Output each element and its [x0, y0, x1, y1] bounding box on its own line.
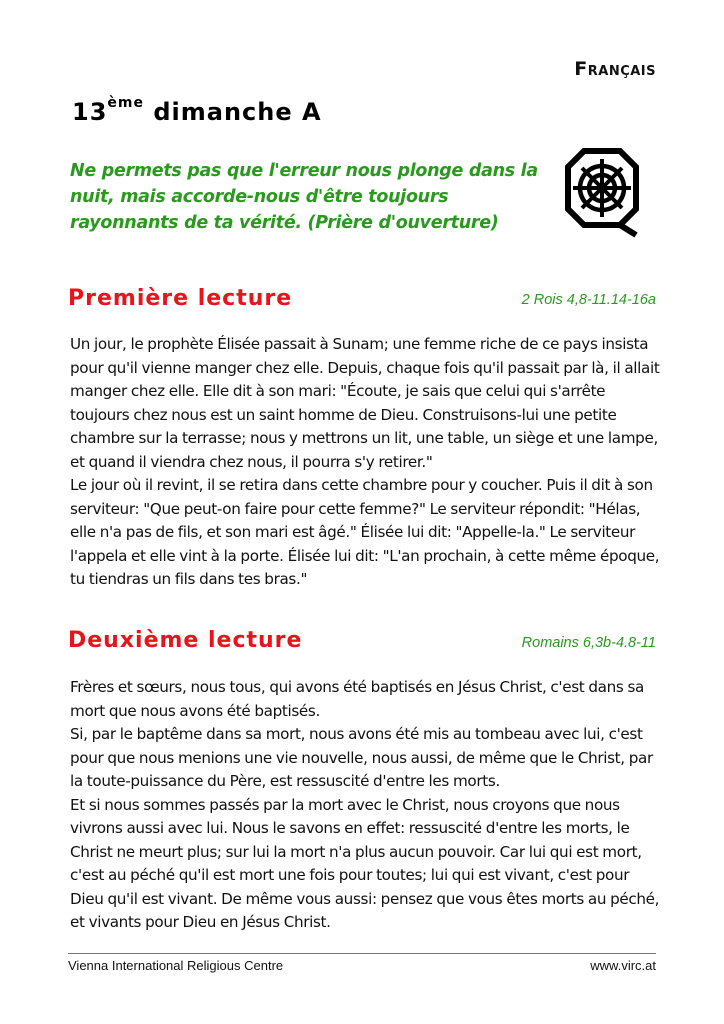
reading1-body	[70, 333, 660, 592]
reading2-paragraph: Et si nous sommes passés par la mort avec le Christ, nous croyons que nous vivrons aussi avec lui. Nous le savons en effet: ressuscité d'entre les morts, le Christ ne meurt plus; sur lui la mort n'a plus aucun pouvoir. Car lui qui est mort, c'est au péché qu'il est mort une fois pour toutes; lui qui est vivant, c'est pour Dieu qu'il est vivant. De même vous aussi: pensez que vous êtes morts au péché, et vivants pour Dieu en Jésus Christ.	[70, 795, 660, 931]
footer-divider	[68, 953, 656, 954]
title-number: 13	[72, 98, 108, 126]
reading1-paragraph: Le jour où il revint, il se retira dans cette chambre pour y coucher. Puis il dit à son serviteur: "Que peut-on faire pour cette femme?" Le serviteur répondit: "Hélas, elle n'a pas de fils, et son mari est âgé." Élisée lui dit: "Appelle-la." Le serviteur l'appela et elle vint à la porte. Élisée lui dit: "L'an prochain, à cette même époque, tu tiendras un fils dans tes bras."	[70, 476, 660, 588]
reading2-body	[70, 676, 660, 935]
title-rest: dimanche A	[143, 98, 322, 126]
title-suffix: ème	[107, 95, 144, 111]
language-label: Français	[574, 58, 656, 80]
footer-organization: Vienna International Religious Centre	[68, 958, 284, 973]
footer-website: www.virc.at	[590, 958, 656, 973]
reading1-paragraph: Un jour, le prophète Élisée passait à Sunam; une femme riche de ce pays insista pour qu'il vienne manger chez elle. Depuis, chaque fois qu'il passait par là, il allait manger chez elle. Elle dit à son mari: "Écoute, je sais que celui qui s'arrête toujours chez nous est un saint homme de Dieu. Construisons-lui une petite chambre sur la terrasse; nous y mettrons un lit, une table, un siège et une lampe, et quand il viendra chez nous, il pourra s'y retirer."	[70, 335, 660, 471]
reading1-reference: 2 Rois 4,8-11.14-16a	[521, 292, 656, 308]
reading2-reference: Romains 6,3b-4.8-11	[521, 635, 656, 651]
circle-cross-emblem-icon	[562, 143, 642, 243]
opening-prayer: Ne permets pas que l'erreur nous plonge dans la nuit, mais accorde-nous d'être toujours rayonnants de ta vérité. (Prière d'ouverture)	[70, 161, 538, 233]
reading2-paragraph: Frères et sœurs, nous tous, qui avons été baptisés en Jésus Christ, c'est dans sa mort que nous avons été baptisés.	[70, 678, 644, 720]
reading2-paragraph: Si, par le baptême dans sa mort, nous avons été mis au tombeau avec lui, c'est pour que nous menions une vie nouvelle, nous aussi, de même que le Christ, par la toute-puissance du Père, est ressuscité d'entre les morts.	[70, 725, 653, 790]
page-title	[72, 95, 322, 126]
reading2-title: Deuxième lecture	[68, 628, 303, 653]
reading1-title: Première lecture	[68, 286, 293, 311]
